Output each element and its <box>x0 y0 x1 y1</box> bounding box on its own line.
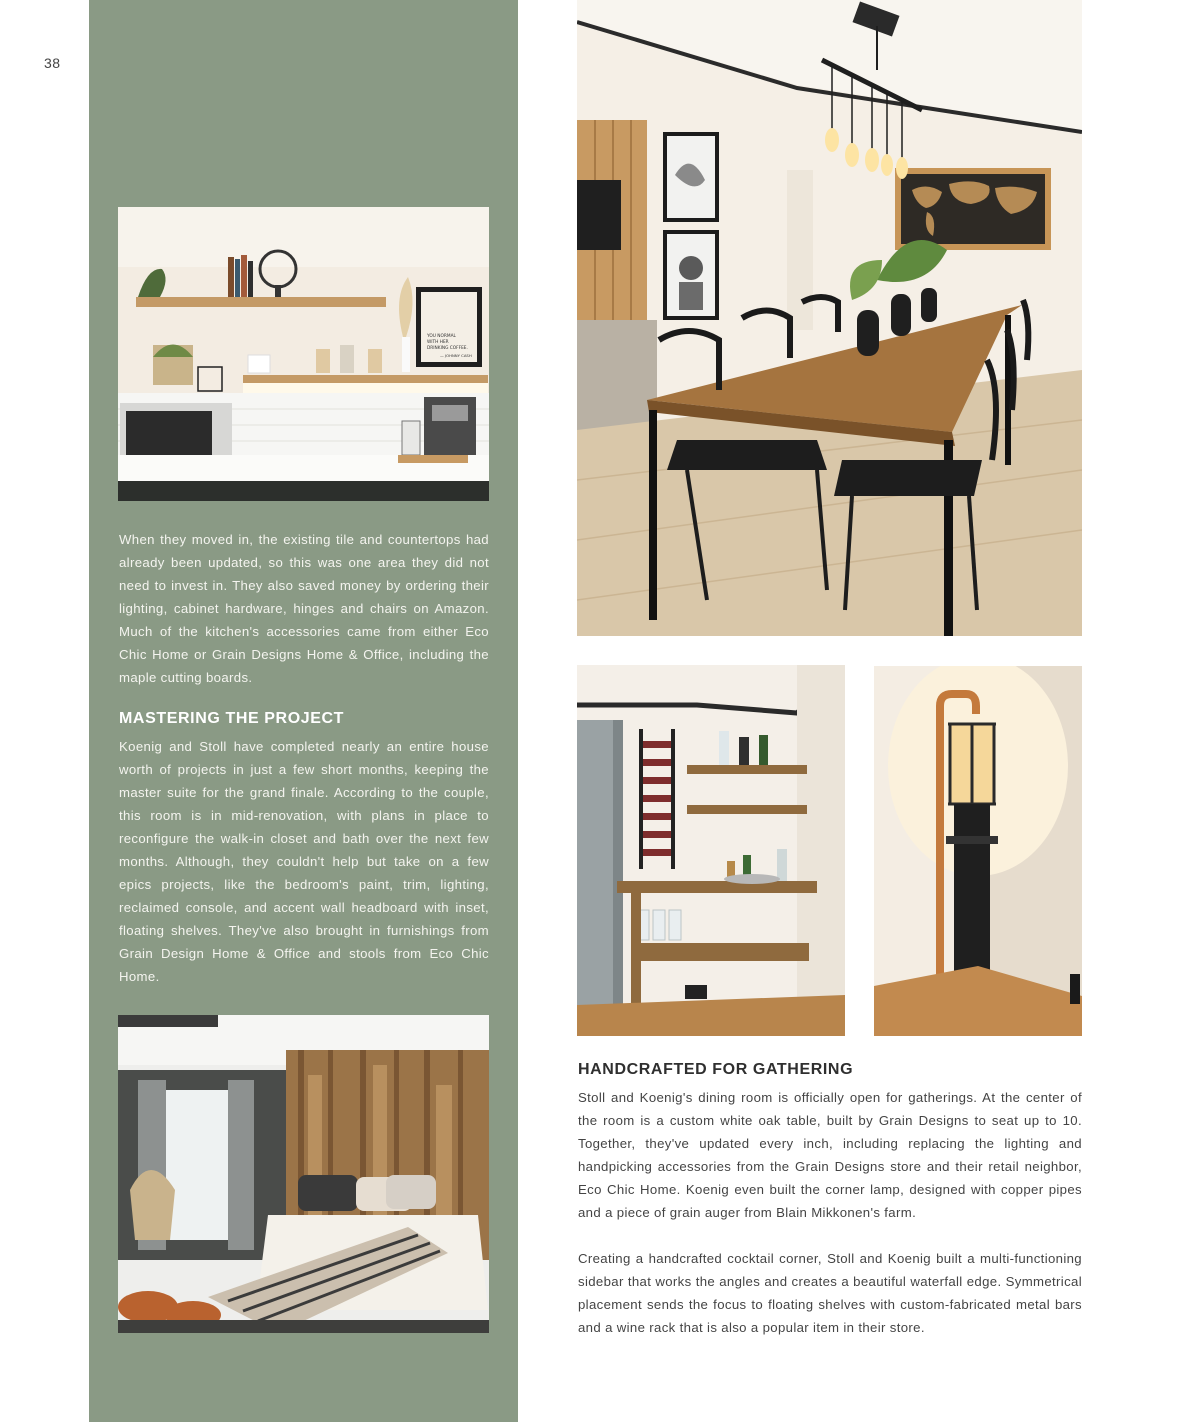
kitchen-photo <box>118 207 489 501</box>
dining-room-photo <box>577 0 1082 636</box>
sidebar-paragraph-1: When they moved in, the existing tile and countertops had already been updated, so this was one area they did not need to invest in. They also saved money by ordering their lighting, cabinet hardware, hinges and chairs on Amazon. Much of the kitchen's accessories came from either Eco Chic Home or Grain Designs Home & Office, including the maple cutting boards. <box>119 532 489 685</box>
bedroom-photo <box>118 1015 489 1333</box>
main-paragraph-1: Stoll and Koenig's dining room is officially open for gatherings. At the center of the room is a custom white oak table, built by Grain Designs to seat up to 10. Together, they've updated every inch, including replacing the lighting and handpicking accessories from the Grain Designs store and their retail neighbor, Eco Chic Home. Koenig even built the corner lamp, designed with copper pipes and a piece of grain auger from Blain Mikkonen's farm. <box>578 1090 1082 1220</box>
kitchen-sign-line-3: DRINKING COFFEE. <box>427 346 468 351</box>
main-heading: HANDCRAFTED FOR GATHERING <box>578 1061 854 1078</box>
sidebar-heading: MASTERING THE PROJECT <box>119 710 345 727</box>
main-paragraph-2: Creating a handcrafted cocktail corner, Stoll and Koenig built a multi-functioning sidebar that works the angles and creates a beautiful waterfall edge. Symmetrical placement sends the focus to floating shelves with custom-fabricated metal bars and a wine rack that is also a popular item in their store. <box>578 1251 1082 1335</box>
kitchen-sign-line-1: YOU NORMAL <box>427 334 456 339</box>
kitchen-sign-line-2: WITH HER <box>427 340 449 345</box>
sidebar-paragraph-2: Koenig and Stoll have completed nearly an entire house worth of projects in just a few short months, keeping the master suite for the grand finale. According to the couple, this room is in mid-renovation, with plans in place to reconfigure the walk-in closet and bath over the next few months. Although, they couldn't help but take on a few epics projects, like the bedroom's paint, trim, lighting, reclaimed console, and accent wall headboard with inset, floating shelves. They've also brought in furnishings from Grain Design Home & Office and stools from Eco Chic Home. <box>119 739 489 984</box>
kitchen-sign-line-4: — JOHNNY CASH <box>440 353 472 358</box>
cocktail-corner-photo <box>577 665 845 1036</box>
copper-lamp-photo <box>874 666 1082 1036</box>
page-number: 38 <box>44 55 61 71</box>
